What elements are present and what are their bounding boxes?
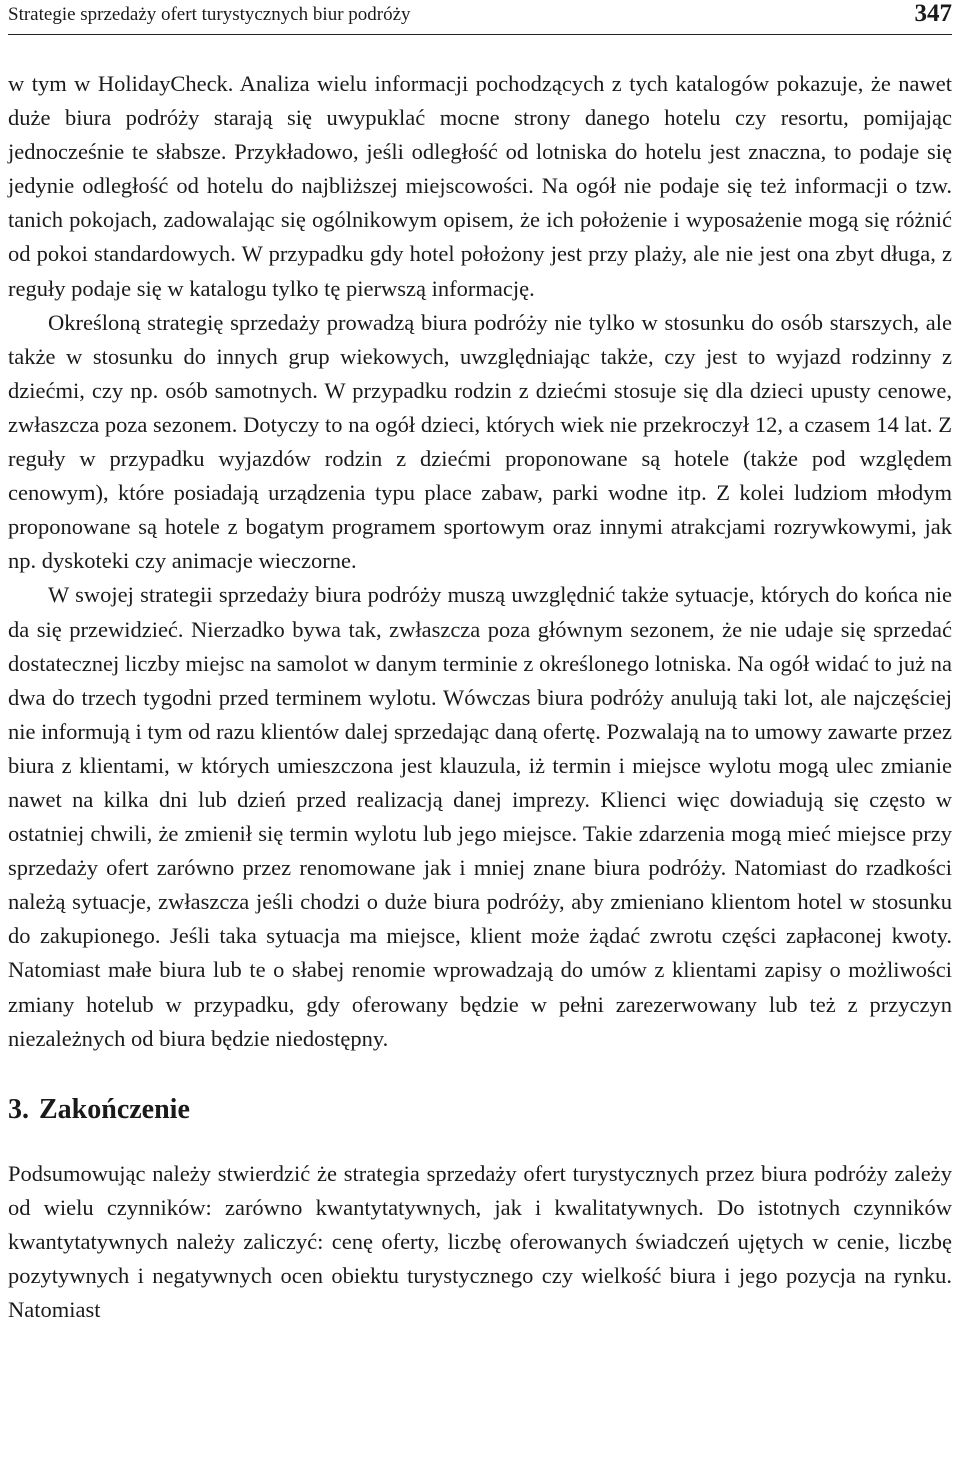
section-heading: [8, 1093, 952, 1127]
page-number: 347: [914, 0, 952, 27]
running-header: [8, 0, 952, 35]
paragraph-target-groups: Określoną strategię sprzedaży prowadzą biura podróży nie tylko w stosunku do osób starszych, ale także w stosunku do innych grup wiekowych, uwzględniając także, czy jest to wyjazd rodzinny z dziećmi, czy np. osób samotnych. W przypadku rodzin z dziećmi stosuje się dla dzieci upusty cenowe, zwłaszcza poza sezonem. Dotyczy to na ogół dzieci, których wiek nie przekroczył 12, a czasem 14 lat. Z reguły w przypadku wyjazdów rodzin z dziećmi proponowane są hotele (także pod względem cenowym), które posiadają urządzenia typu place zabaw, parki wodne itp. Z kolei ludziom młodym proponowane są hotele z bogatym programem sportowym oraz innymi atrakcjami rozrywkowymi, jak np. dyskoteki czy animacje wieczorne.: [8, 309, 952, 574]
paragraph-holidaycheck: w tym w HolidayCheck. Analiza wielu informacji pochodzących z tych katalogów pokazuje, że nawet duże biura podróży starają się uwypuklać mocne strony danego hotelu czy resortu, pomijając jednocześnie te słabsze. Przykładowo, jeśli odległość od lotniska do hotelu jest znaczna, to podaje się jedynie odległość od hotelu do najbliższej miejscowości. Na ogół nie podaje się też informacji o tzw. tanich pokojach, zadowalając się ogólnikowym opisem, że ich położenie i wyposażenie mogą się różnić od pokoi standardowych. W przypadku gdy hotel położony jest przy plaży, ale nie jest ona zbyt długa, z reguły podaje się w katalogu tylko tę pierwszą informację.: [8, 71, 952, 301]
paragraph-unforeseen-situations: W swojej strategii sprzedaży biura podróży muszą uwzględnić także sytuacje, których do końca nie da się przewidzieć. Nierzadko bywa tak, zwłaszcza poza głównym sezonem, że nie udaje się sprzedać dostatecznej liczby miejsc na samolot w danym terminie z określonego lotniska. Na ogół widać to już na dwa do trzech tygodni przed terminem wylotu. Wówczas biura podróży anulują taki lot, ale najczęściej nie informują i tym od razu klientów dalej sprzedając daną ofertę. Pozwalają na to umowy zawarte przez biura z klientami, w których umieszczona jest klauzula, iż termin i miejsce wylotu mogą ulec zmianie nawet na kilka dni lub dzień przed realizacją danej imprezy. Klienci więc dowiadują się często w ostatniej chwili, że zmienił się termin wylotu lub jego miejsce. Takie zdarzenia mogą mieć miejsce przy sprzedaży ofert zarówno przez renomowane jak i mniej znane biura podróży. Natomiast do rzadkości należą sytuacje, zwłaszcza jeśli chodzi o duże biura podróży, aby zmieniano klientom hotel w stosunku do zakupionego. Jeśli taka sytuacja ma miejsce, klient może żądać zwrotu części zapłaconej kwoty. Natomiast małe biura lub te o słabej renomie wprowadzają do umów z klientami zapisy o możliwości zmiany hotelub w przypadku, gdy oferowany będzie w pełni zarezerwowany lub też z przyczyn niezależnych od biura będzie niedostępny.: [8, 582, 952, 1051]
section-title: Zakończenie: [39, 1093, 190, 1125]
body-text: [8, 67, 952, 1327]
section-number: 3.: [8, 1093, 29, 1125]
paragraph-summary: Podsumowując należy stwierdzić że strategia sprzedaży ofert turystycznych przez biura podróży zależy od wielu czynników: zarówno kwantytatywnych, jak i kwalitatywnych. Do istotnych czynników kwantytatywnych należy zaliczyć: cenę oferty, liczbę oferowanych świadczeń ujętych w cenie, liczbę pozytywnych i negatywnych ocen obiektu turystycznego czy wielkość biura i jego pozycja na rynku. Natomiast: [8, 1160, 952, 1323]
running-title: Strategie sprzedaży ofert turystycznych biur podróży: [8, 4, 411, 25]
